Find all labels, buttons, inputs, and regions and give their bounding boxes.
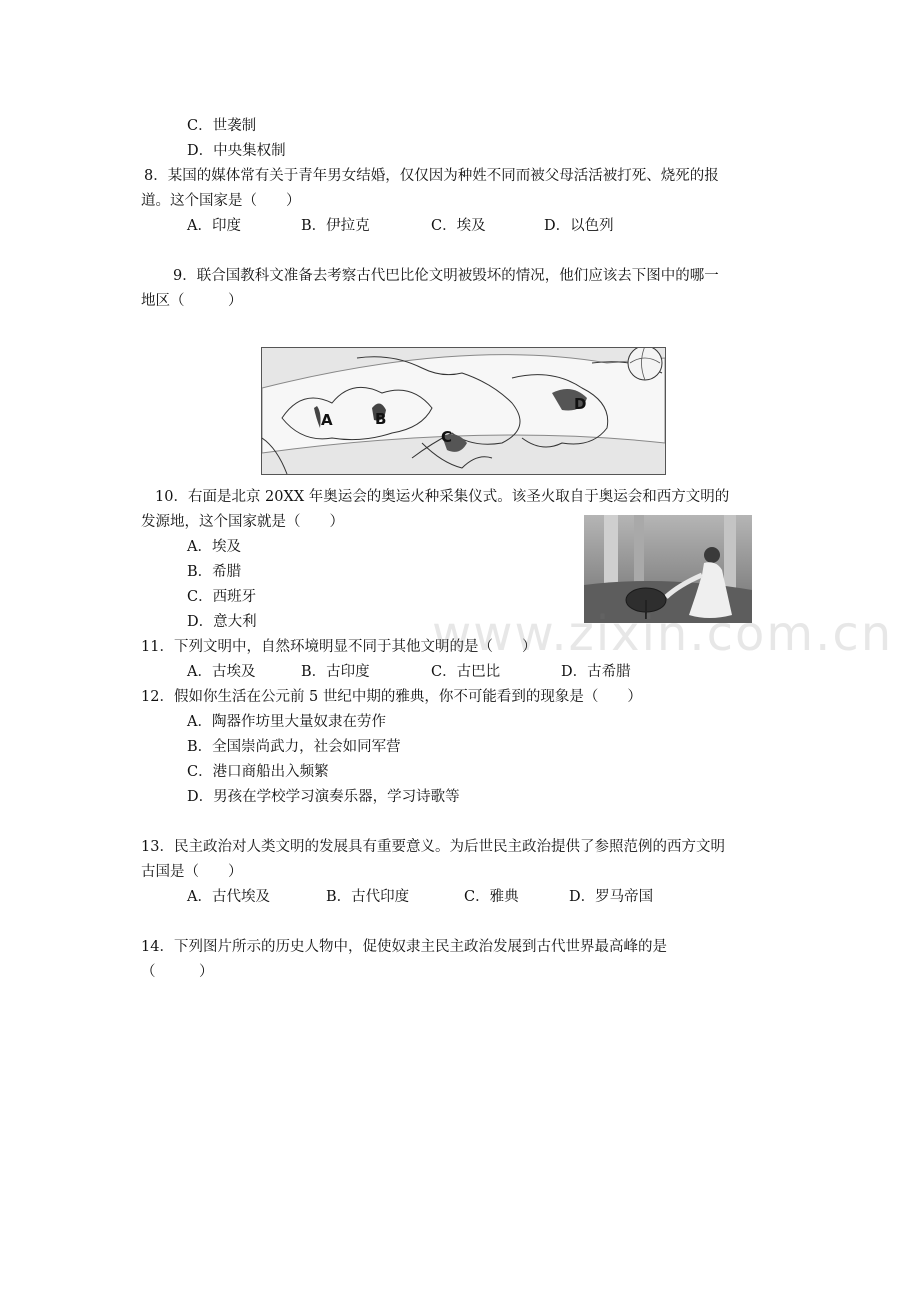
q8-option-b: B．伊拉克 — [301, 218, 370, 234]
q7-option-c: C．世袭制 — [187, 118, 257, 134]
q11-stem: 11．下列文明中，自然环境明显不同于其他文明的是（ ） — [141, 639, 537, 655]
map-label-c: C — [441, 428, 453, 446]
q7-option-d: D．中央集权制 — [187, 143, 286, 159]
q10-option-b: B．希腊 — [187, 564, 242, 580]
q10-option-d: D．意大利 — [187, 614, 257, 630]
q12-option-c: C．港口商船出入频繁 — [187, 764, 329, 780]
q12-option-d: D．男孩在学校学习演奏乐器，学习诗歌等 — [187, 789, 460, 805]
q13-option-c: C．雅典 — [464, 889, 519, 905]
map-label-d: D — [574, 395, 587, 413]
q10-stem-line1: 10．右面是北京 20XX 年奥运会的奥运火种采集仪式。该圣火取自于奥运会和西方文明的 — [155, 489, 730, 505]
q14-stem-line1: 14．下列图片所示的历史人物中，促使奴隶主民主政治发展到古代世界最高峰的是 — [141, 939, 667, 955]
q9-stem-line1: 9．联合国教科文准备去考察古代巴比伦文明被毁坏的情况，他们应该去下图中的哪一 — [173, 268, 719, 284]
q12-option-a: A．陶器作坊里大量奴隶在劳作 — [187, 714, 386, 730]
q11-option-b: B．古印度 — [301, 664, 370, 680]
q8-option-d: D．以色列 — [544, 218, 614, 234]
q13-option-b: B．古代印度 — [326, 889, 410, 905]
q11-option-d: D．古希腊 — [561, 664, 631, 680]
q8-option-a: A．印度 — [187, 218, 241, 234]
q10-stem-line2: 发源地，这个国家就是（ ） — [141, 514, 344, 530]
watermark: www.zixin.com.cn — [432, 606, 894, 662]
q13-stem-line2: 古国是（ ） — [141, 864, 243, 880]
q8-stem-line1: 8．某国的媒体常有关于青年男女结婚，仅仅因为种姓不同而被父母活活被打死、烧死的报 — [144, 168, 719, 184]
q8-option-c: C．埃及 — [431, 218, 486, 234]
q13-option-a: A．古代埃及 — [187, 889, 270, 905]
q9-stem-line2: 地区（ ） — [141, 293, 243, 309]
q14-stem-line2: （ ） — [141, 964, 214, 980]
q8-stem-line2: 道。这个国家是（ ） — [141, 193, 301, 209]
q13-option-d: D．罗马帝国 — [569, 889, 654, 905]
q11-option-a: A．古埃及 — [187, 664, 256, 680]
q12-option-b: B．全国崇尚武力，社会如同军营 — [187, 739, 401, 755]
q12-stem: 12．假如你生活在公元前 5 世纪中期的雅典，你不可能看到的现象是（ ） — [141, 689, 642, 705]
q10-option-c: C．西班牙 — [187, 589, 257, 605]
ancient-civilizations-map — [261, 347, 666, 475]
map-label-a: A — [321, 411, 333, 429]
q10-option-a: A．埃及 — [187, 539, 241, 555]
map-label-b: B — [375, 410, 387, 428]
q13-stem-line1: 13．民主政治对人类文明的发展具有重要意义。为后世民主政治提供了参照范例的西方文明 — [141, 839, 725, 855]
q11-option-c: C．古巴比 — [431, 664, 501, 680]
